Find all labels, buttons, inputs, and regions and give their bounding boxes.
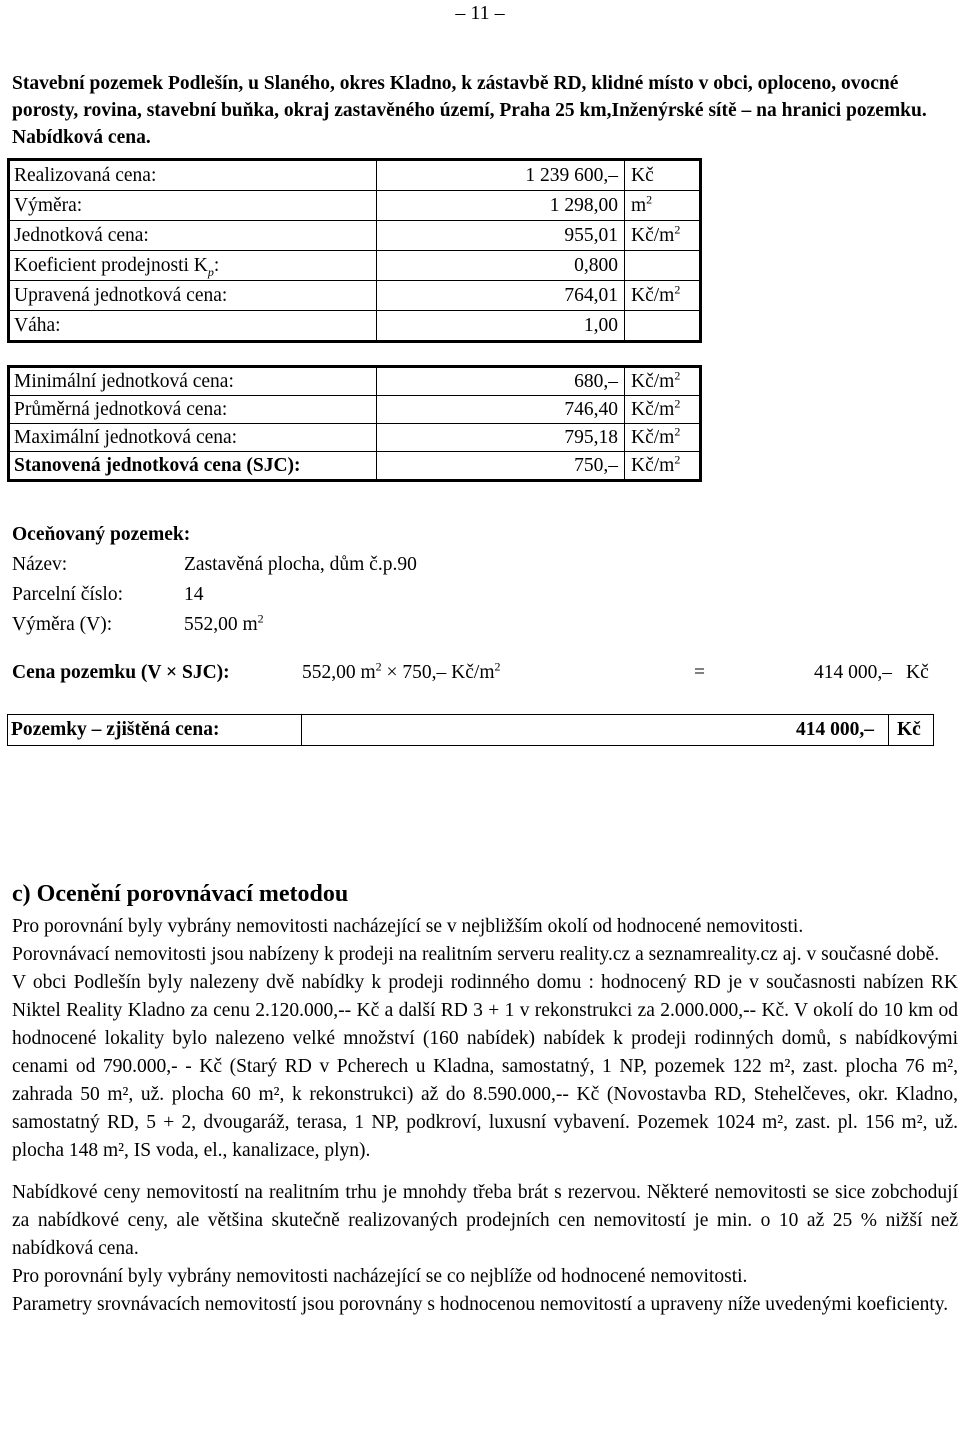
row-unit: $Kč/m^2$ xyxy=(625,367,701,396)
row-value: 746,40 xyxy=(377,396,625,424)
row-value: 680,– xyxy=(377,367,625,396)
parcel-row xyxy=(12,580,417,610)
row-label: Stanovená jednotková cena (SJC): xyxy=(9,452,377,481)
paragraph: V obci Podlešín byly nalezeny dvě nabídky k prodeji rodinného domu : hodnocený RD je v současnosti nabízen RK Niktel Reality Kladno za cenu 2.120.000,-- Kč a další RD 3 + 1 v rekonstrukci za 2.000.000,-- Kč. V okolí do 10 km od hodnocené lokality bylo nalezeno velké množství (160 nabídek) nabídek k prodeji rodinných domů, s nabídkovými cenami od 790.000,- - Kč (Starý RD v Pcherech u Kladna, samostatný, 1 NP, pozemek 122 m², zast. plocha 76 m², zahrada 50 m², už. plocha 60 m², k rekonstrukci) až do 8.590.000,-- Kč (Novostavba RD, Stehelčeves, okr. Kladno, samostatný RD, 5 + 2, dvougaráž, terasa, 1 NP, podkroví, luxusní vybavení. Pozemek 1024 m², zast. pl. 156 m², už. plocha 148 m², IS voda, el., kanalizace, plyn). xyxy=(12,972,958,1161)
land-total-box xyxy=(7,714,934,746)
formula-equals: = xyxy=(694,662,705,683)
paragraph: Parametry srovnávacích nemovitostí jsou porovnány s hodnocenou nemovitostí a upraveny níže uvedenými koeficienty. xyxy=(12,1294,949,1315)
valued-land-block xyxy=(12,520,417,640)
paragraph: Pro porovnání byly vybrány nemovitosti nacházející se co nejblíže od hodnocené nemovitosti. xyxy=(12,1266,748,1287)
area-label: Výměra (V): xyxy=(12,614,113,635)
table-row xyxy=(9,367,701,396)
row-label: Jednotková cena: xyxy=(9,221,377,251)
table-row xyxy=(9,424,701,452)
table-row xyxy=(9,311,701,342)
total-currency: Kč xyxy=(888,715,933,745)
section-body xyxy=(12,913,958,1319)
name-label: Název: xyxy=(12,554,68,575)
formula-result: 414 000,– xyxy=(814,662,892,683)
row-label: Minimální jednotková cena: xyxy=(9,367,377,396)
row-value: 0,800 xyxy=(377,251,625,281)
parcel-value: 14 xyxy=(184,584,204,605)
name-row xyxy=(12,550,417,580)
section-heading: c) Ocenění porovnávací metodou xyxy=(12,881,349,907)
table-row xyxy=(9,221,701,251)
row-unit: $Kč/m^2$ xyxy=(625,396,701,424)
row-label: Realizovaná cena: xyxy=(9,160,377,191)
table-row xyxy=(9,281,701,311)
row-value: 795,18 xyxy=(377,424,625,452)
row-label: Váha: xyxy=(9,311,377,342)
row-unit: $Kč/m^2$ xyxy=(625,221,701,251)
total-value: 414 000,– xyxy=(796,719,874,740)
row-unit: $Kč/m^2$ xyxy=(625,452,701,481)
row-value: 750,– xyxy=(377,452,625,481)
row-value: 955,01 xyxy=(377,221,625,251)
table-row xyxy=(9,160,701,191)
comparable-table xyxy=(7,158,702,343)
name-value: Zastavěná plocha, dům č.p.90 xyxy=(184,554,417,575)
formula-label: Cena pozemku (V × SJC): xyxy=(12,662,230,683)
row-unit: $Kč/m^2$ xyxy=(625,281,701,311)
area-value: 552,00 $m^2$ xyxy=(184,611,264,635)
table-row xyxy=(9,396,701,424)
table-row xyxy=(9,452,701,481)
table-row xyxy=(9,251,701,281)
formula-expression: 552,00 $m^2 \times 750,-$ $Kč/m^2$ xyxy=(302,659,501,683)
parcel-label: Parcelní číslo: xyxy=(12,584,124,605)
page-number: – 11 – xyxy=(455,2,505,24)
row-label: Upravená jednotková cena: xyxy=(9,281,377,311)
valued-land-heading: Oceňovaný pozemek: xyxy=(12,524,191,545)
row-value: 1 239 600,– xyxy=(377,160,625,191)
land-price-formula xyxy=(12,659,932,684)
table-row xyxy=(9,191,701,221)
paragraph: Nabídkové ceny nemovitostí na realitním trhu je mnohdy třeba brát s rezervou. Některé nemovitosti se sice zobchodují za nabídkové ceny, ale většina skutečně realizovaných prodejních cen nemovitostí je min. o 10 až 25 % nižší než nabídková cena. xyxy=(12,1182,958,1259)
comparable-description: Stavební pozemek Podlešín, u Slaného, okres Kladno, k zástavbě RD, klidné místo v obci, oploceno, ovocné porosty, rovina, stavební buňka, okraj zastavěného území, Praha 25 km,Inženýrské sítě – na hranici pozemku. Nabídková cena. xyxy=(12,73,927,148)
total-value-cell xyxy=(302,715,933,745)
summary-table xyxy=(7,365,702,482)
row-label: Koeficient prodejnosti $K_p$: xyxy=(9,251,377,281)
row-unit xyxy=(625,251,701,281)
row-value: 764,01 xyxy=(377,281,625,311)
area-row xyxy=(12,610,417,640)
total-label: Pozemky – zjištěná cena: xyxy=(8,715,302,745)
formula-currency: Kč xyxy=(906,662,929,683)
row-label: Průměrná jednotková cena: xyxy=(9,396,377,424)
row-unit xyxy=(625,311,701,342)
row-label: Výměra: xyxy=(9,191,377,221)
row-value: 1 298,00 xyxy=(377,191,625,221)
row-unit: Kč xyxy=(625,160,701,191)
row-value: 1,00 xyxy=(377,311,625,342)
paragraph: Porovnávací nemovitosti jsou nabízeny k prodeji na realitním serveru reality.cz a seznamreality.cz aj. v současné době. xyxy=(12,944,940,965)
paragraph: Pro porovnání byly vybrány nemovitosti nacházející se v nejbližším okolí od hodnocené nemovitosti. xyxy=(12,916,804,937)
row-label: Maximální jednotková cena: xyxy=(9,424,377,452)
row-unit: $Kč/m^2$ xyxy=(625,424,701,452)
row-unit: $m^2$ xyxy=(625,191,701,221)
